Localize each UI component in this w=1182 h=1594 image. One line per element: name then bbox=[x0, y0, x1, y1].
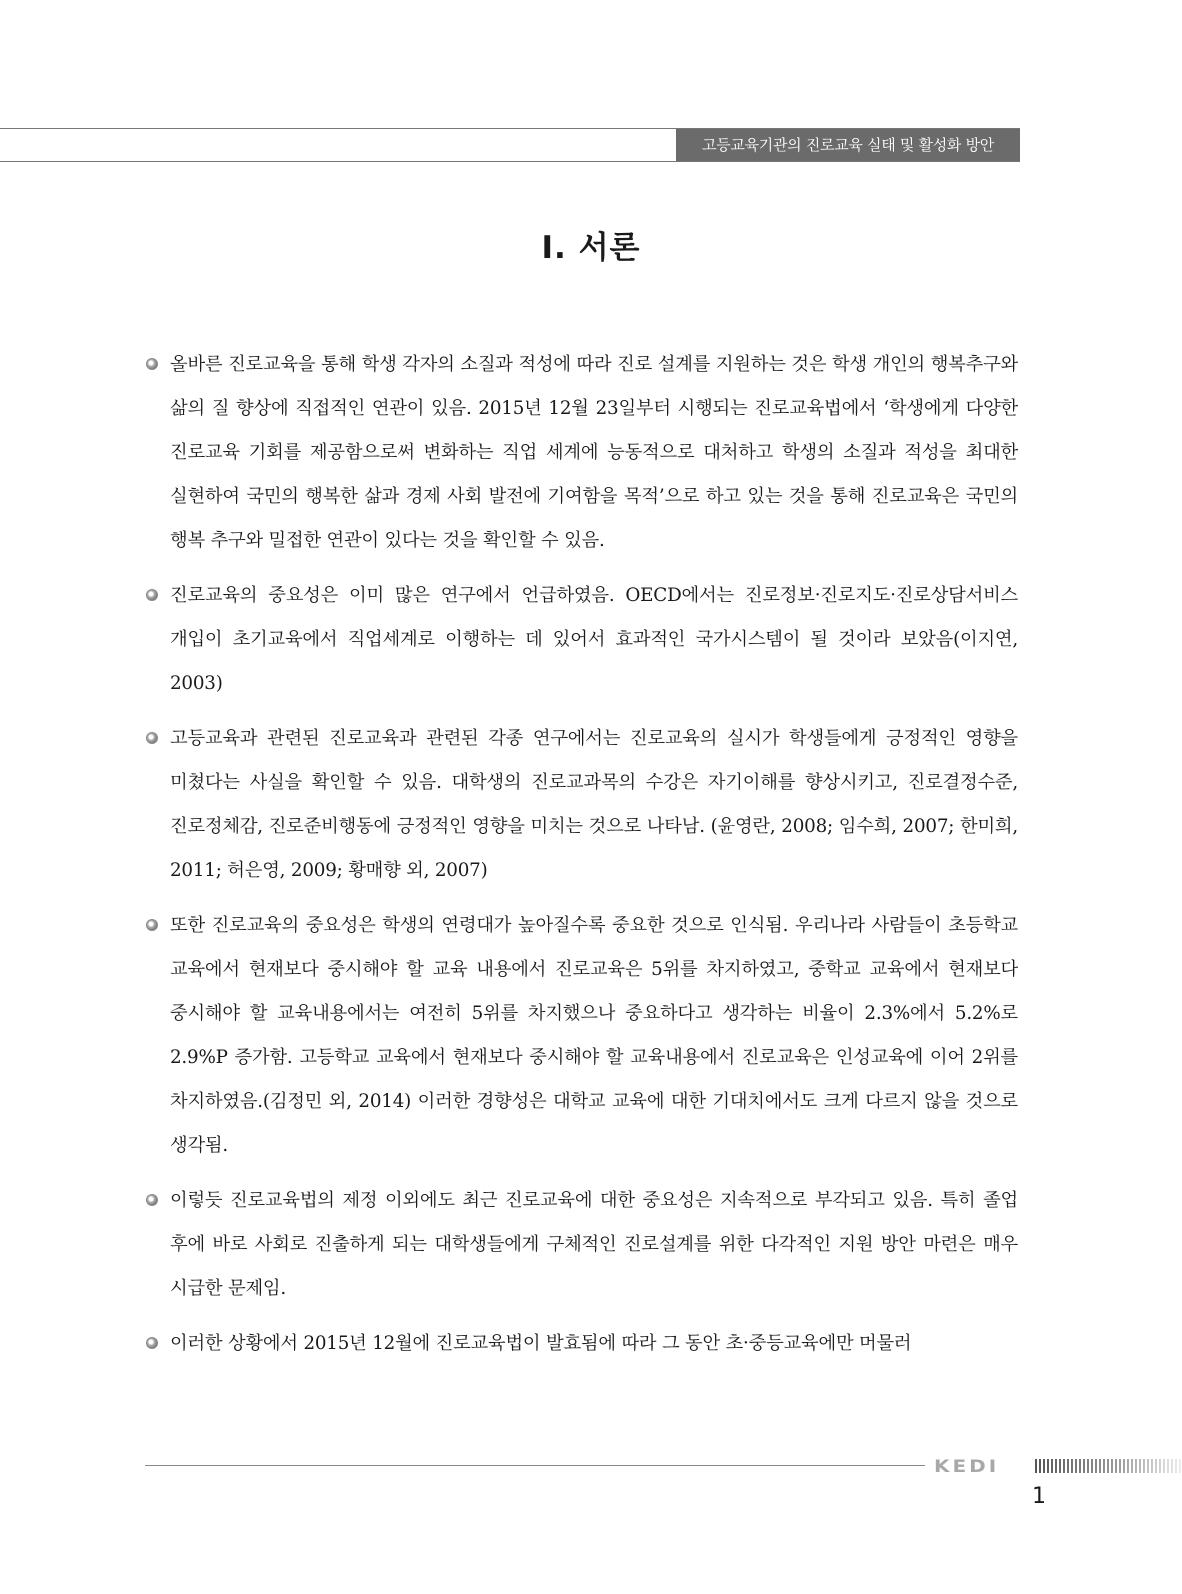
kedi-logo: KEDI bbox=[934, 1455, 1000, 1477]
bullet-icon bbox=[146, 358, 158, 370]
bullet-icon bbox=[146, 1194, 158, 1206]
paragraph-1 bbox=[145, 343, 1018, 563]
bullet-icon bbox=[146, 1337, 158, 1349]
paragraph-text: 고등교육과 관련된 진로교육과 관련된 각종 연구에서는 진로교육의 실시가 학생들에게 긍정적인 영향을 미쳤다는 사실을 확인할 수 있음. 대학생의 진로교과목의 수강은 자기이해를 향상시키고, 진로결정수준, 진로정체감, 진로준비행동에 긍정적인 영향을 미치는 것으로 나타남. (윤영란, 2008; 임수희, 2007; 한미희, 2011; 허은영, 2009; 황매향 외, 2007) bbox=[170, 728, 1018, 881]
body-text bbox=[145, 343, 1018, 1377]
footer-rule bbox=[145, 1465, 925, 1466]
bullet-icon bbox=[146, 589, 158, 601]
header-rule-bottom bbox=[0, 161, 1020, 162]
paragraph-4 bbox=[145, 904, 1018, 1168]
paragraph-text: 이렇듯 진로교육법의 제정 이외에도 최근 진로교육에 대한 중요성은 지속적으로 부각되고 있음. 특히 졸업 후에 바로 사회로 진출하게 되는 대학생들에게 구체적인 진로설계를 위한 다각적인 지원 방안 마련은 매우 시급한 문제임. bbox=[170, 1190, 1018, 1299]
paragraph-5 bbox=[145, 1179, 1018, 1311]
footer-barcode-decoration bbox=[1035, 1459, 1182, 1473]
page-number: 1 bbox=[1032, 1484, 1046, 1509]
bullet-icon bbox=[146, 919, 158, 931]
paragraph-text: 이러한 상황에서 2015년 12월에 진로교육법이 발효됨에 따라 그 동안 초·중등교육에만 머물러 bbox=[170, 1333, 912, 1354]
paragraph-text: 올바른 진로교육을 통해 학생 각자의 소질과 적성에 따라 진로 설계를 지원하는 것은 학생 개인의 행복추구와 삶의 질 향상에 직접적인 연관이 있음. 2015년 12월 23일부터 시행되는 진로교육법에서 ‘학생에게 다양한 진로교육 기회를 제공함으로써 변화하는 직업 세계에 능동적으로 대처하고 학생의 소질과 적성을 최대한 실현하여 국민의 행복한 삶과 경제 사회 발전에 기여함을 목적’으로 하고 있는 것을 통해 진로교육은 국민의 행복 추구와 밀접한 연관이 있다는 것을 확인할 수 있음. bbox=[170, 354, 1018, 551]
paragraph-2 bbox=[145, 574, 1018, 706]
paragraph-text: 진로교육의 중요성은 이미 많은 연구에서 언급하였음. OECD에서는 진로정보·진로지도·진로상담서비스 개입이 초기교육에서 직업세계로 이행하는 데 있어서 효과적인 국가시스템이 될 것이라 보았음(이지연, 2003) bbox=[170, 585, 1018, 694]
running-head: 고등교육기관의 진로교육 실태 및 활성화 방안 bbox=[676, 129, 1020, 161]
paragraph-text: 또한 진로교육의 중요성은 학생의 연령대가 높아질수록 중요한 것으로 인식됨. 우리나라 사람들이 초등학교 교육에서 현재보다 중시해야 할 교육 내용에서 진로교육은 5위를 차지하였고, 중학교 교육에서 현재보다 중시해야 할 교육내용에서는 여전히 5위를 차지했으나 중요하다고 생각하는 비율이 2.3%에서 5.2%로 2.9%P 증가함. 고등학교 교육에서 현재보다 중시해야 할 교육내용에서 진로교육은 인성교육에 이어 2위를 차지하였음.(김정민 외, 2014) 이러한 경향성은 대학교 교육에 대한 기대치에서도 크게 다르지 않을 것으로 생각됨. bbox=[170, 915, 1018, 1156]
bullet-icon bbox=[146, 732, 158, 744]
chapter-title: Ⅰ. 서론 bbox=[541, 230, 641, 266]
paragraph-6 bbox=[145, 1322, 1018, 1366]
paragraph-3 bbox=[145, 717, 1018, 893]
